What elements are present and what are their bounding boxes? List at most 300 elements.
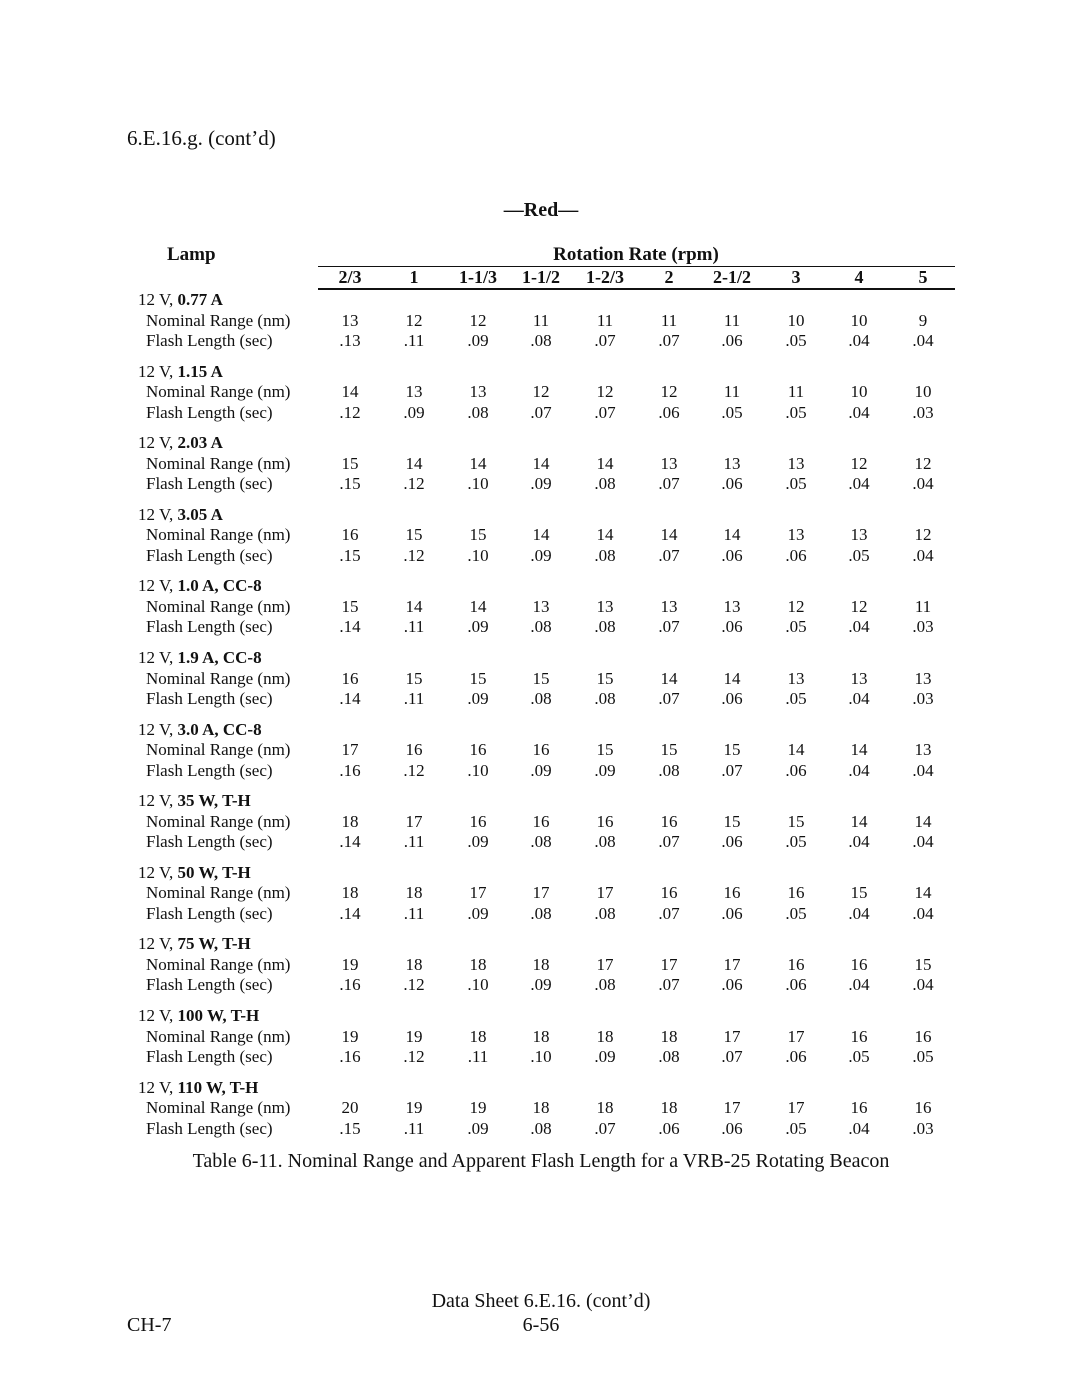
- flash-length-value: .04: [912, 975, 934, 995]
- flash-length-value: .10: [530, 1047, 552, 1066]
- flash-length-value: .05: [848, 1047, 870, 1066]
- flash-length-value: .07: [658, 545, 680, 565]
- flash-length-value: .06: [785, 975, 807, 995]
- nominal-range-value: 18: [532, 1098, 550, 1118]
- flash-length-value: .12: [403, 1047, 425, 1066]
- lamp-voltage: 12 V,: [138, 648, 178, 667]
- nominal-range-value: 13: [723, 453, 741, 473]
- nominal-range-value: 19: [405, 1098, 423, 1118]
- flash-length-value: .15: [339, 1118, 361, 1138]
- nominal-range-label: Nominal Range (nm): [146, 310, 291, 330]
- flash-length-value: .12: [403, 975, 425, 995]
- nominal-range-label: Nominal Range (nm): [146, 1098, 291, 1118]
- nominal-range-value: 16: [405, 740, 423, 760]
- flash-length-value: .14: [339, 617, 361, 637]
- nominal-range-label: Nominal Range (nm): [146, 525, 291, 545]
- flash-length-value: .04: [848, 402, 870, 422]
- flash-length-value: .07: [594, 331, 616, 350]
- flash-length-value: .05: [785, 474, 807, 494]
- nominal-range-value: 13: [914, 668, 932, 688]
- chapter-label: CH-7: [127, 1314, 172, 1336]
- flash-length-value: .16: [339, 760, 361, 780]
- lamp-label: [138, 791, 251, 811]
- nominal-range-value: 18: [532, 954, 550, 974]
- lamp-spec: 3.05 A: [177, 504, 223, 524]
- lamp-label: [138, 290, 223, 310]
- nominal-range-value: 19: [405, 1026, 423, 1046]
- flash-length-value: .06: [785, 760, 807, 780]
- flash-length-value: .05: [721, 402, 743, 422]
- flash-length-value: .08: [530, 1118, 552, 1138]
- flash-length-value: .15: [339, 545, 361, 565]
- flash-length-value: .07: [658, 689, 680, 708]
- nominal-range-value: 15: [341, 453, 359, 473]
- nominal-range-value: 12: [469, 310, 487, 330]
- nominal-range-value: 16: [850, 1026, 868, 1046]
- nominal-range-value: 11: [723, 382, 741, 402]
- section-reference: 6.E.16.g. (cont’d): [127, 126, 276, 150]
- flash-length-value: .06: [721, 903, 743, 923]
- nominal-range-label: Nominal Range (nm): [146, 453, 291, 473]
- flash-length-value: .12: [403, 760, 425, 780]
- flash-length-value: .06: [658, 1118, 680, 1138]
- flash-length-label: Flash Length (sec): [146, 689, 273, 708]
- nominal-range-label: Nominal Range (nm): [146, 954, 291, 974]
- nominal-range-value: 12: [532, 382, 550, 402]
- nominal-range-value: 16: [660, 811, 678, 831]
- nominal-range-value: 17: [469, 883, 487, 903]
- flash-length-value: .09: [403, 402, 425, 422]
- flash-length-value: .09: [530, 760, 552, 780]
- flash-length-value: .08: [594, 474, 616, 494]
- column-header: 1-1/3: [459, 267, 497, 287]
- nominal-range-label: Nominal Range (nm): [146, 883, 291, 903]
- flash-length-value: .09: [467, 1118, 489, 1138]
- nominal-range-value: 18: [469, 1026, 487, 1046]
- nominal-range-value: 14: [596, 453, 614, 473]
- lamp-label: [138, 505, 223, 525]
- nominal-range-value: 17: [723, 1098, 741, 1118]
- flash-length-label: Flash Length (sec): [146, 903, 273, 923]
- flash-length-value: .05: [848, 545, 870, 565]
- nominal-range-value: 18: [596, 1026, 614, 1046]
- nominal-range-value: 15: [596, 668, 614, 688]
- nominal-range-value: 14: [405, 596, 423, 616]
- flash-length-value: .04: [912, 545, 934, 565]
- nominal-range-value: 14: [469, 453, 487, 473]
- lamp-label: [138, 576, 262, 596]
- flash-length-value: .09: [467, 689, 489, 708]
- flash-length-value: .11: [403, 331, 425, 350]
- nominal-range-value: 15: [660, 740, 678, 760]
- column-header: 2: [664, 267, 674, 287]
- flash-length-value: .10: [467, 975, 489, 995]
- nominal-range-value: 16: [787, 954, 805, 974]
- flash-length-value: .08: [530, 832, 552, 852]
- flash-length-value: .07: [658, 474, 680, 494]
- lamp-label: [138, 1006, 259, 1026]
- nominal-range-value: 14: [532, 453, 550, 473]
- flash-length-value: .09: [594, 1047, 616, 1066]
- flash-length-value: .09: [467, 617, 489, 637]
- flash-length-value: .06: [721, 617, 743, 637]
- nominal-range-label: Nominal Range (nm): [146, 596, 291, 616]
- nominal-range-value: 17: [596, 954, 614, 974]
- nominal-range-value: 12: [596, 382, 614, 402]
- flash-length-value: .03: [912, 617, 934, 637]
- lamp-voltage: 12 V,: [138, 290, 178, 309]
- nominal-range-value: 15: [405, 668, 423, 688]
- lamp-label: [138, 1078, 258, 1098]
- nominal-range-value: 16: [341, 668, 359, 688]
- flash-length-value: .11: [467, 1047, 489, 1066]
- lamp-voltage: 12 V,: [138, 862, 178, 882]
- lamp-voltage: 12 V,: [138, 361, 178, 381]
- nominal-range-value: 18: [405, 883, 423, 903]
- flash-length-label: Flash Length (sec): [146, 474, 273, 494]
- column-header: 3: [791, 267, 801, 287]
- nominal-range-value: 10: [850, 382, 868, 402]
- nominal-range-value: 16: [532, 740, 550, 760]
- nominal-range-label: Nominal Range (nm): [146, 668, 291, 688]
- nominal-range-value: 16: [787, 883, 805, 903]
- flash-length-value: .04: [912, 903, 934, 923]
- flash-length-value: .08: [594, 689, 616, 708]
- nominal-range-value: 15: [405, 525, 423, 545]
- nominal-range-value: 16: [660, 883, 678, 903]
- nominal-range-value: 16: [914, 1026, 932, 1046]
- flash-length-value: .04: [848, 331, 870, 350]
- nominal-range-value: 15: [723, 811, 741, 831]
- nominal-range-value: 18: [660, 1098, 678, 1118]
- flash-length-value: .04: [848, 1118, 870, 1138]
- flash-length-label: Flash Length (sec): [146, 545, 273, 565]
- flash-length-value: .09: [594, 760, 616, 780]
- flash-length-value: .12: [339, 402, 361, 422]
- lamp-spec: 100 W, T-H: [177, 1006, 260, 1025]
- flash-length-value: .05: [785, 617, 807, 637]
- nominal-range-value: 14: [660, 668, 678, 688]
- flash-length-value: .10: [467, 760, 489, 780]
- flash-length-value: .06: [721, 474, 743, 494]
- nominal-range-value: 19: [469, 1098, 487, 1118]
- column-header: 1-2/3: [586, 267, 624, 287]
- nominal-range-value: 13: [723, 596, 741, 616]
- flash-length-value: .14: [339, 832, 361, 852]
- nominal-range-value: 14: [850, 740, 868, 760]
- flash-length-value: .06: [785, 1047, 807, 1066]
- lamp-voltage: 12 V,: [138, 1077, 178, 1097]
- flash-length-value: .06: [721, 1118, 743, 1138]
- flash-length-value: .07: [721, 760, 743, 780]
- column-header: 1-1/2: [522, 267, 560, 287]
- flash-length-value: .08: [530, 331, 552, 350]
- flash-length-value: .05: [912, 1047, 934, 1066]
- nominal-range-value: 13: [787, 668, 805, 688]
- flash-length-value: .06: [721, 689, 743, 708]
- nominal-range-value: 12: [914, 453, 932, 473]
- nominal-range-value: 13: [787, 525, 805, 545]
- page-number: 6-56: [522, 1314, 560, 1336]
- flash-length-value: .07: [658, 331, 680, 350]
- nominal-range-value: 15: [341, 596, 359, 616]
- flash-length-value: .08: [658, 1047, 680, 1066]
- flash-length-value: .06: [658, 402, 680, 422]
- flash-length-value: .04: [912, 760, 934, 780]
- flash-length-value: .07: [658, 832, 680, 852]
- flash-length-value: .04: [848, 903, 870, 923]
- lamp-spec: 1.15 A: [177, 361, 223, 381]
- nominal-range-value: 18: [341, 883, 359, 903]
- flash-length-value: .06: [785, 545, 807, 565]
- flash-length-value: .06: [721, 975, 743, 995]
- lamp-label: [138, 362, 223, 382]
- nominal-range-value: 10: [787, 310, 805, 330]
- nominal-range-value: 16: [532, 811, 550, 831]
- nominal-range-value: 15: [787, 811, 805, 831]
- flash-length-value: .10: [467, 545, 489, 565]
- flash-length-value: .08: [594, 832, 616, 852]
- flash-length-value: .03: [912, 1118, 934, 1138]
- flash-length-value: .05: [785, 903, 807, 923]
- flash-length-value: .04: [848, 760, 870, 780]
- lamp-spec: 75 W, T-H: [177, 934, 251, 954]
- flash-length-value: .14: [339, 689, 361, 708]
- nominal-range-value: 16: [596, 811, 614, 831]
- nominal-range-value: 15: [914, 954, 932, 974]
- nominal-range-value: 16: [469, 811, 487, 831]
- flash-length-value: .04: [912, 832, 934, 852]
- flash-length-value: .11: [403, 1118, 425, 1138]
- nominal-range-value: 15: [596, 740, 614, 760]
- nominal-range-value: 14: [660, 525, 678, 545]
- flash-length-label: Flash Length (sec): [146, 1047, 273, 1066]
- nominal-range-value: 13: [660, 453, 678, 473]
- flash-length-value: .04: [848, 617, 870, 637]
- nominal-range-value: 17: [660, 954, 678, 974]
- column-header: 2-1/2: [713, 267, 751, 287]
- flash-length-value: .07: [658, 617, 680, 637]
- flash-length-value: .05: [785, 689, 807, 708]
- flash-length-value: .08: [658, 760, 680, 780]
- flash-length-value: .04: [848, 832, 870, 852]
- rotation-rate-header: Rotation Rate (rpm): [553, 244, 719, 265]
- nominal-range-value: 15: [850, 883, 868, 903]
- flash-length-label: Flash Length (sec): [146, 1118, 273, 1138]
- lamp-voltage: 12 V,: [138, 791, 178, 811]
- nominal-range-value: 14: [341, 382, 359, 402]
- table-caption: Table 6-11. Nominal Range and Apparent Flash Length for a VRB-25 Rotating Beacon: [192, 1150, 890, 1172]
- lamp-voltage: 12 V,: [138, 719, 178, 739]
- footer-title: Data Sheet 6.E.16. (cont’d): [431, 1290, 651, 1312]
- flash-length-value: .07: [530, 402, 552, 422]
- nominal-range-value: 14: [532, 525, 550, 545]
- flash-length-value: .11: [403, 903, 425, 923]
- flash-length-value: .09: [467, 331, 489, 350]
- nominal-range-value: 18: [532, 1026, 550, 1046]
- nominal-range-value: 17: [723, 1026, 741, 1046]
- flash-length-value: .12: [403, 545, 425, 565]
- column-header: 2/3: [338, 267, 362, 287]
- nominal-range-value: 15: [469, 525, 487, 545]
- nominal-range-value: 9: [918, 310, 928, 330]
- flash-length-value: .06: [721, 331, 743, 350]
- flash-length-value: .09: [530, 975, 552, 995]
- nominal-range-value: 14: [914, 811, 932, 831]
- flash-length-value: .10: [467, 474, 489, 494]
- flash-length-value: .11: [403, 832, 425, 852]
- nominal-range-value: 16: [914, 1098, 932, 1118]
- column-header: 4: [854, 267, 864, 287]
- lamp-label: [138, 934, 251, 954]
- flash-length-value: .09: [530, 474, 552, 494]
- flash-length-value: .11: [403, 617, 425, 637]
- lamp-column-header: Lamp: [167, 244, 216, 265]
- flash-length-value: .04: [848, 689, 870, 708]
- nominal-range-value: 10: [850, 310, 868, 330]
- column-header: 1: [409, 267, 419, 287]
- nominal-range-value: 14: [723, 525, 741, 545]
- nominal-range-value: 19: [341, 954, 359, 974]
- nominal-range-value: 14: [469, 596, 487, 616]
- nominal-range-value: 14: [850, 811, 868, 831]
- flash-length-value: .07: [658, 975, 680, 995]
- flash-length-value: .06: [721, 832, 743, 852]
- lamp-label: [138, 433, 223, 453]
- flash-length-value: .04: [912, 474, 934, 494]
- flash-length-value: .04: [848, 474, 870, 494]
- lamp-spec: 0.77 A: [177, 290, 223, 309]
- nominal-range-value: 16: [469, 740, 487, 760]
- flash-length-value: .07: [721, 1047, 743, 1066]
- flash-length-value: .08: [530, 617, 552, 637]
- flash-length-value: .05: [785, 331, 807, 350]
- flash-length-value: .05: [785, 1118, 807, 1138]
- flash-length-value: .05: [785, 832, 807, 852]
- flash-length-value: .11: [403, 689, 425, 708]
- flash-length-label: Flash Length (sec): [146, 760, 273, 780]
- lamp-spec: 50 W, T-H: [177, 862, 251, 882]
- flash-length-value: .05: [785, 402, 807, 422]
- lamp-spec: 35 W, T-H: [177, 791, 251, 811]
- nominal-range-value: 14: [596, 525, 614, 545]
- nominal-range-value: 13: [914, 740, 932, 760]
- nominal-range-value: 14: [787, 740, 805, 760]
- flash-length-value: .09: [530, 545, 552, 565]
- nominal-range-value: 13: [532, 596, 550, 616]
- nominal-range-value: 11: [787, 382, 805, 402]
- nominal-range-value: 13: [405, 382, 423, 402]
- nominal-range-label: Nominal Range (nm): [146, 382, 291, 402]
- nominal-range-value: 13: [850, 668, 868, 688]
- lamp-label: [138, 863, 251, 883]
- flash-length-label: Flash Length (sec): [146, 832, 273, 852]
- nominal-range-value: 16: [850, 954, 868, 974]
- nominal-range-value: 17: [596, 883, 614, 903]
- nominal-range-value: 17: [405, 811, 423, 831]
- flash-length-value: .06: [721, 545, 743, 565]
- nominal-range-value: 14: [723, 668, 741, 688]
- nominal-range-value: 18: [469, 954, 487, 974]
- nominal-range-value: 17: [723, 954, 741, 974]
- nominal-range-value: 16: [850, 1098, 868, 1118]
- nominal-range-value: 16: [723, 883, 741, 903]
- nominal-range-value: 12: [405, 310, 423, 330]
- nominal-range-value: 13: [787, 453, 805, 473]
- nominal-range-value: 16: [341, 525, 359, 545]
- lamp-spec: 1.0 A, CC-8: [177, 576, 262, 596]
- flash-length-label: Flash Length (sec): [146, 331, 273, 350]
- nominal-range-value: 13: [596, 596, 614, 616]
- lamp-voltage: 12 V,: [138, 433, 178, 453]
- flash-length-value: .04: [848, 975, 870, 995]
- flash-length-value: .09: [467, 832, 489, 852]
- flash-length-value: .13: [339, 331, 361, 350]
- flash-length-value: .08: [594, 975, 616, 995]
- lamp-voltage: 12 V,: [138, 504, 178, 524]
- nominal-range-value: 13: [469, 382, 487, 402]
- flash-length-value: .14: [339, 903, 361, 923]
- flash-length-label: Flash Length (sec): [146, 402, 273, 422]
- nominal-range-value: 15: [469, 668, 487, 688]
- lamp-label: [138, 720, 262, 740]
- flash-length-value: .07: [594, 402, 616, 422]
- nominal-range-label: Nominal Range (nm): [146, 740, 291, 760]
- lamp-spec: 2.03 A: [177, 433, 223, 453]
- flash-length-value: .03: [912, 402, 934, 422]
- column-header: 5: [918, 267, 928, 287]
- nominal-range-value: 18: [405, 954, 423, 974]
- nominal-range-value: 19: [341, 1026, 359, 1046]
- flash-length-label: Flash Length (sec): [146, 975, 273, 995]
- nominal-range-value: 18: [660, 1026, 678, 1046]
- flash-length-value: .15: [339, 474, 361, 494]
- lamp-spec: 110 W, T-H: [177, 1077, 259, 1097]
- header-rule-bottom: [318, 288, 955, 290]
- flash-length-value: .03: [912, 689, 934, 708]
- nominal-range-value: 10: [914, 382, 932, 402]
- nominal-range-value: 17: [341, 740, 359, 760]
- flash-length-label: Flash Length (sec): [146, 617, 273, 637]
- table-title: —Red—: [503, 199, 579, 221]
- nominal-range-value: 12: [787, 596, 805, 616]
- nominal-range-value: 20: [341, 1098, 359, 1118]
- lamp-voltage: 12 V,: [138, 934, 178, 954]
- nominal-range-value: 13: [341, 310, 359, 330]
- nominal-range-value: 15: [532, 668, 550, 688]
- lamp-voltage: 12 V,: [138, 1006, 178, 1025]
- flash-length-value: .08: [530, 903, 552, 923]
- nominal-range-value: 15: [723, 740, 741, 760]
- nominal-range-value: 11: [596, 310, 614, 330]
- nominal-range-label: Nominal Range (nm): [146, 1026, 291, 1046]
- nominal-range-value: 12: [660, 382, 678, 402]
- nominal-range-value: 11: [660, 310, 678, 330]
- lamp-spec: 3.0 A, CC-8: [177, 719, 262, 739]
- nominal-range-value: 11: [723, 310, 741, 330]
- nominal-range-value: 17: [787, 1026, 805, 1046]
- flash-length-value: .08: [594, 545, 616, 565]
- flash-length-value: .12: [403, 474, 425, 494]
- flash-length-value: .07: [658, 903, 680, 923]
- nominal-range-value: 17: [787, 1098, 805, 1118]
- flash-length-value: .09: [467, 903, 489, 923]
- nominal-range-value: 13: [660, 596, 678, 616]
- lamp-label: [138, 648, 262, 668]
- flash-length-value: .08: [594, 903, 616, 923]
- nominal-range-value: 12: [850, 596, 868, 616]
- flash-length-value: .08: [467, 402, 489, 422]
